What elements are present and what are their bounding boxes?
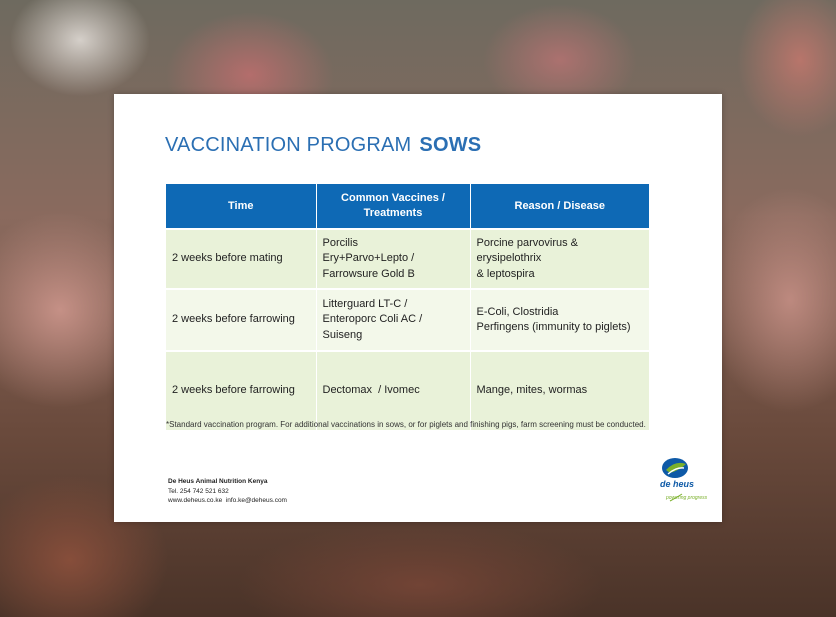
cell-time: 2 weeks before farrowing [166,351,316,430]
page-title [165,134,481,157]
vaccine-line: Enteroporc Coli AC / [322,313,423,326]
header-vaccines: Common Vaccines / Treatments [316,184,470,229]
header-reason: Reason / Disease [470,184,649,229]
vaccination-card [114,94,722,522]
logo-wordmark: de heus [660,479,695,489]
title-main: VACCINATION PROGRAM [165,134,412,156]
table-header-row [166,184,649,229]
vaccine-line: Litterguard LT-C / [322,297,408,310]
header-time: Time [166,184,316,229]
vaccine-line: Dectomax / Ivomec [322,384,420,396]
cell-vaccines [316,289,470,351]
web-email: www.deheus.co.ke info.ke@deheus.com [168,497,287,504]
reason-line: Mange, mites, wormas [476,384,588,396]
cell-vaccines [316,229,470,289]
logo-tagline: powering progress [666,495,708,501]
table-row [166,289,649,351]
reason-line: & leptospira [476,267,535,280]
cell-reason [470,289,649,351]
cell-time: 2 weeks before mating [166,229,316,289]
vaccine-line: Porcilis [322,236,358,249]
reason-line: E-Coli, Clostridia [476,305,559,318]
footnote: *Standard vaccination program. For additional vaccinations in sows, or for piglets and finishing pigs, farm screening must be conducted. [166,420,646,429]
vaccine-line: Ery+Parvo+Lepto / [322,252,415,265]
table-row [166,229,649,289]
phone-number: Tel. 254 742 521 632 [168,487,229,495]
reason-line: Porcine parvovirus & [476,236,578,249]
title-emphasis: SOWS [419,134,482,156]
reason-line: Perfingens (immunity to piglets) [476,321,631,333]
cell-time: 2 weeks before farrowing [166,289,316,351]
vaccination-table [166,184,649,430]
cell-reason [470,351,649,430]
cell-vaccines [316,351,470,430]
cell-reason [470,229,649,289]
reason-line: erysipelothrix [476,252,542,265]
company-name: De Heus Animal Nutrition Kenya [168,478,268,485]
vaccine-line: Suiseng [322,328,363,341]
contact-block [168,477,287,506]
table-row [166,351,649,430]
vaccine-line: Farrowsure Gold B [322,267,415,280]
